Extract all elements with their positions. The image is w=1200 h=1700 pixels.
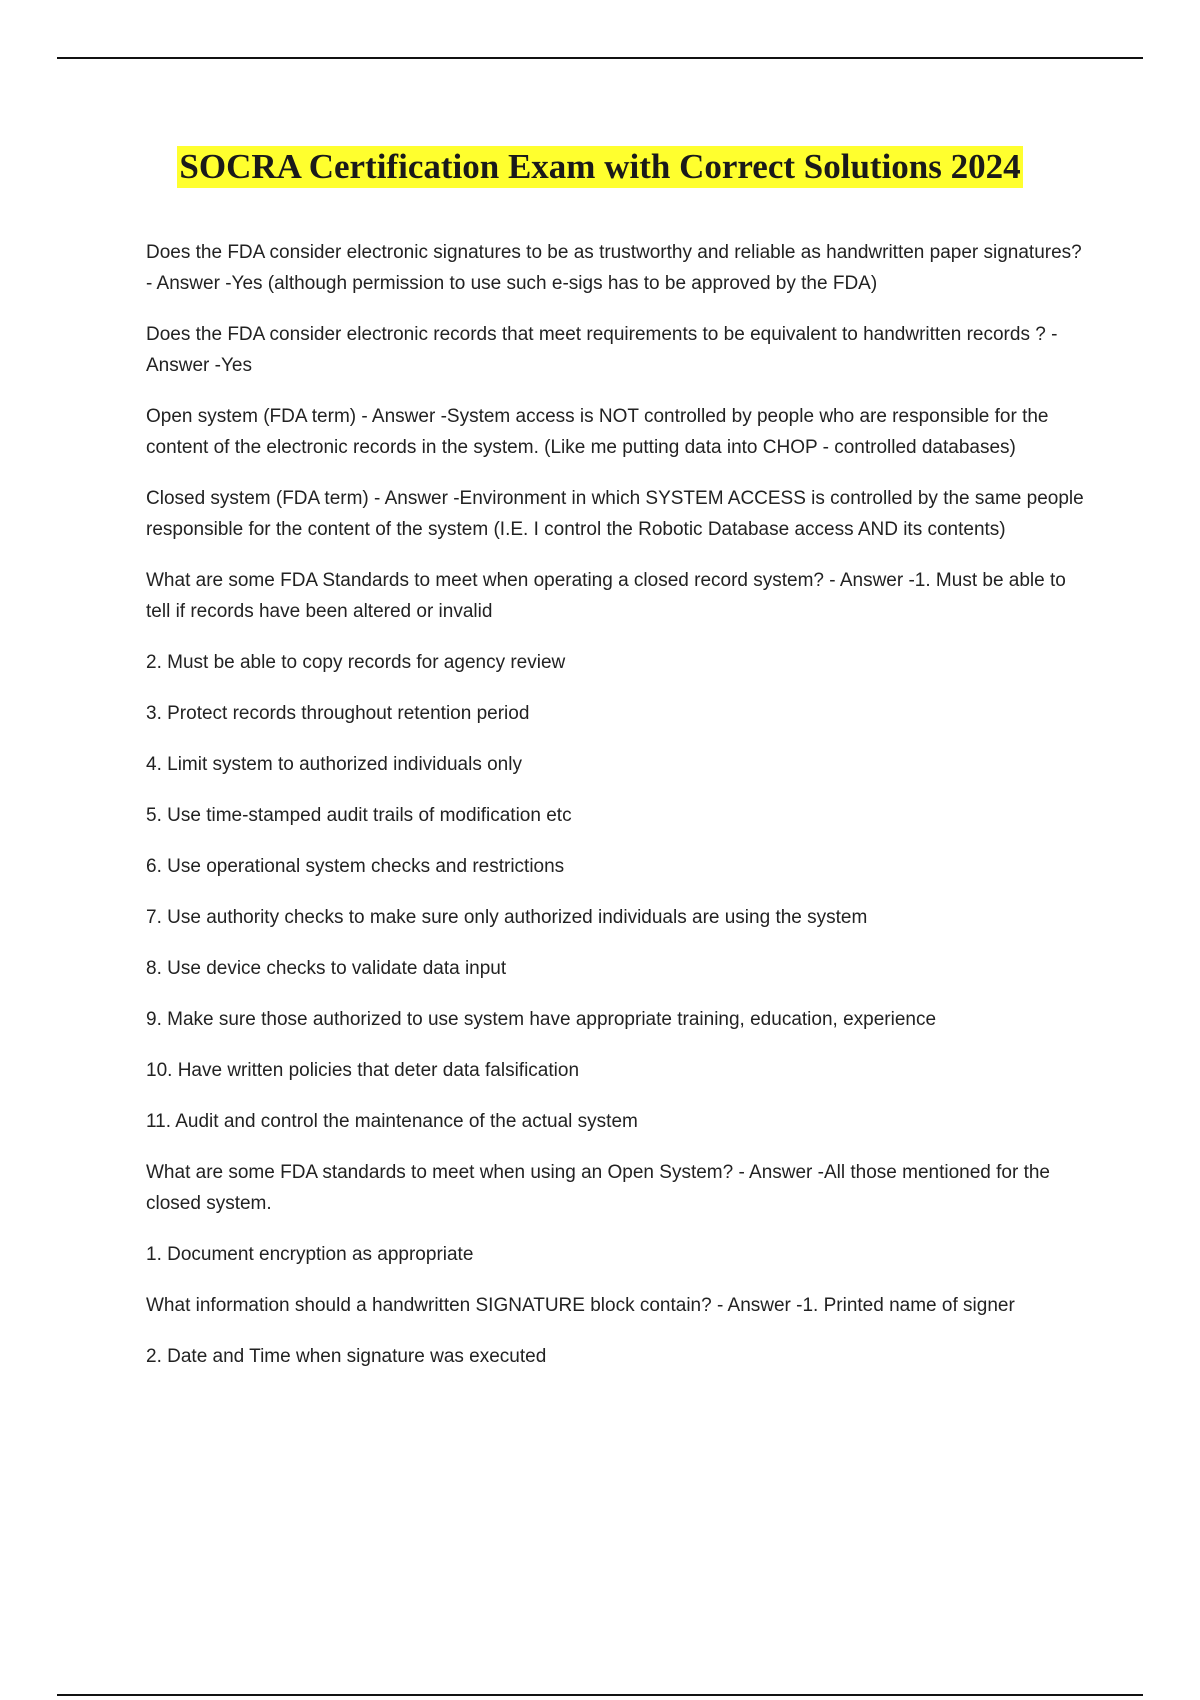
paragraph-5: What are some FDA Standards to meet when operating a closed record system? - Answer -1. Must be able to tell if records have been altered or invalid <box>146 570 1066 622</box>
paragraph-open-system-standards: What are some FDA standards to meet when using an Open System? - Answer -All those mentioned for the closed system. <box>146 1162 1051 1214</box>
document-title: SOCRA Certification Exam with Correct Solutions 2024 <box>179 147 1021 186</box>
list-item-2: 2. Must be able to copy records for agency review <box>146 652 566 673</box>
paragraph-3: Open system (FDA term) - Answer -System access is NOT controlled by people who are responsible for the content of the electronic records in the system. (Like me putting data into CHOP - controlled databases) <box>146 406 1049 458</box>
list-item-4: 4. Limit system to authorized individuals only <box>146 754 522 775</box>
list-item-8: 8. Use device checks to validate data input <box>146 958 507 979</box>
signature-list-item-2: 2. Date and Time when signature was executed <box>146 1346 547 1367</box>
list-item-9: 9. Make sure those authorized to use system have appropriate training, education, experience <box>146 1009 937 1030</box>
list-item-6: 6. Use operational system checks and restrictions <box>146 856 565 877</box>
list-item-5: 5. Use time-stamped audit trails of modification etc <box>146 805 572 826</box>
paragraph-signature-block: What information should a handwritten SIGNATURE block contain? - Answer -1. Printed name of signer <box>146 1295 1015 1316</box>
list-item-3: 3. Protect records throughout retention period <box>146 703 530 724</box>
header-rule <box>57 57 1143 59</box>
list-item-10: 10. Have written policies that deter data falsification <box>146 1060 580 1081</box>
paragraph-2: Does the FDA consider electronic records that meet requirements to be equivalent to handwritten records ? - Answer -Yes <box>146 324 1058 376</box>
list-item-11: 11. Audit and control the maintenance of the actual system <box>146 1111 638 1132</box>
title-container <box>0 146 1200 188</box>
open-list-item-1: 1. Document encryption as appropriate <box>146 1244 474 1265</box>
footer-rule <box>57 1694 1143 1696</box>
list-item-7: 7. Use authority checks to make sure only authorized individuals are using the system <box>146 907 868 928</box>
paragraph-4: Closed system (FDA term) - Answer -Environment in which SYSTEM ACCESS is controlled by the same people responsible for the content of the system (I.E. I control the Robotic Database access AND its contents) <box>146 488 1084 540</box>
document-body <box>146 237 1086 1392</box>
paragraph-1: Does the FDA consider electronic signatures to be as trustworthy and reliable as handwritten paper signatures? - Answer -Yes (although permission to use such e-sigs has to be approved by the FDA) <box>146 242 1082 294</box>
